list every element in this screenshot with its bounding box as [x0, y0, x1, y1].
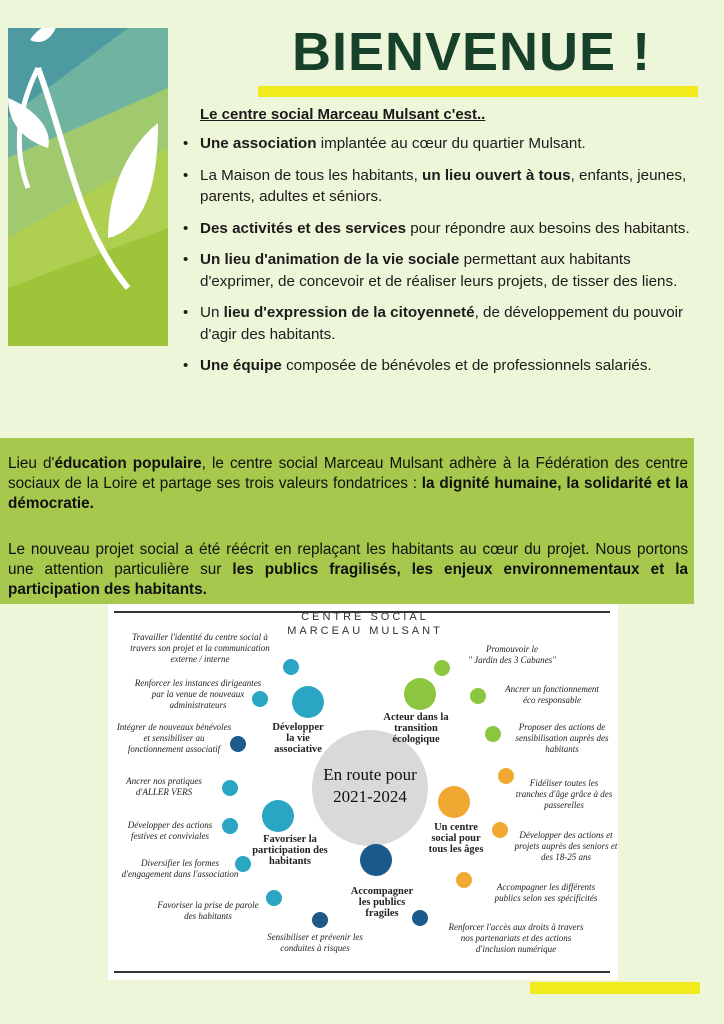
caption: Ancrer nos pratiques d'ALLER VERS — [126, 776, 202, 797]
item-bold: Une équipe — [200, 357, 282, 374]
caption: Accompagner les différents publics selon ses spécificités — [494, 882, 598, 903]
list-item — [183, 249, 697, 292]
caption: Diversifier les formes d'engagement dans l'association — [121, 858, 239, 879]
leaf-icon — [8, 28, 168, 346]
values-band — [0, 438, 694, 604]
footer-accent-bar — [530, 982, 700, 994]
feature-list — [183, 133, 697, 387]
caption: Proposer des actions de sensibilisation auprès des habitants — [515, 722, 609, 754]
item-bold: un lieu ouvert à tous — [422, 166, 571, 184]
item-bold: Des activités et des services — [200, 219, 407, 237]
action-dot — [498, 768, 514, 784]
page-title: BIENVENUE ! — [292, 22, 652, 82]
caption: Renforcer l'accès aux droits à travers nos partenariats et des actions d'inclusion numérique — [448, 922, 584, 954]
text-bold: éducation populaire — [54, 455, 202, 472]
caption: Ancrer un fonctionnement éco responsable — [505, 684, 599, 705]
caption: Fidéliser toutes les tranches d'âge grâce à des passerelles — [515, 778, 613, 810]
hub-label-ecology: Acteur dans la transition écologique — [383, 712, 449, 745]
hand-icon — [360, 844, 392, 876]
action-dot — [283, 659, 299, 675]
action-dot — [412, 910, 428, 926]
center-title-line2: 2021-2024 — [333, 787, 407, 806]
action-dot — [470, 688, 486, 704]
action-dot — [222, 818, 238, 834]
item-text: implantée au cœur du quartier Mulsant. — [316, 135, 586, 152]
list-item — [183, 302, 697, 345]
action-dot — [485, 726, 501, 742]
leaf-illustration — [8, 28, 168, 346]
text-bold: les publics fragilisés, les enjeux environnementaux et la participation des habitants. — [8, 561, 688, 598]
list-item — [183, 218, 697, 240]
text-span: Le nouveau projet social a été réécrit en replaçant les habitants au cœur du projet. Nous portons une attention particulière sur — [8, 541, 688, 578]
bullet-icon: • — [183, 251, 189, 268]
item-bold: Un lieu d'animation de la vie sociale — [200, 251, 460, 268]
bullet-icon: • — [183, 166, 189, 184]
caption: Sensibiliser et prévenir les conduites à risques — [267, 932, 363, 953]
action-dot — [266, 890, 282, 906]
family-icon — [438, 786, 470, 818]
action-dot — [230, 736, 246, 752]
bullet-icon: • — [183, 357, 189, 374]
bullet-icon: • — [183, 135, 189, 152]
caption: Renforcer les instances dirigeantes par la venue de nouveaux administrateurs — [134, 678, 262, 710]
item-text: permettant aux habitants d'exprimer, de concevoir et de réaliser leurs projets, de tisser des liens. — [200, 251, 678, 290]
hub-label-ages: Un centre social pour tous les âges — [428, 822, 484, 855]
item-text: composée de bénévoles et de professionnels salariés. — [281, 357, 652, 374]
list-item — [183, 165, 697, 208]
text-bold: la dignité humaine, la solidarité et la démocratie. — [8, 475, 688, 512]
caption: Développer des actions festives et conviviales — [127, 820, 213, 841]
group-icon — [292, 686, 324, 718]
project-paragraph — [8, 540, 688, 600]
item-text: pour répondre aux besoins des habitants. — [406, 219, 690, 237]
caption: Intégrer de nouveaux bénévoles et sensibiliser au fonctionnement associatif — [116, 722, 232, 754]
item-text: La Maison de tous les habitants, — [200, 166, 423, 184]
bullet-icon: • — [183, 304, 189, 321]
action-dot — [252, 691, 268, 707]
action-dot — [456, 872, 472, 888]
action-dot — [312, 912, 328, 928]
action-dot — [434, 660, 450, 676]
text-span: , le centre social Marceau Mulsant adhère à la Fédération des centre sociaux de la Loire et partage ses trois valeurs fondatrices : — [8, 455, 688, 492]
text-span: Lieu d' — [8, 455, 55, 472]
action-dot — [222, 780, 238, 796]
caption: Favoriser la prise de parole des habitants — [157, 900, 259, 921]
action-dot — [492, 822, 508, 838]
diagram-title-line2: MARCEAU MULSANT — [287, 625, 443, 637]
item-text: Un — [200, 304, 224, 321]
hub-label-participation: Favoriser la participation des habitants — [252, 834, 328, 867]
center-title-line1: En route pour — [323, 765, 417, 784]
hub-label-associative: Développer la vie associative — [272, 722, 324, 755]
intro-heading: Le centre social Marceau Mulsant c'est.. — [200, 106, 486, 123]
list-item — [183, 355, 697, 377]
caption: Promouvoir le " Jardin des 3 Cabanes" — [468, 644, 556, 665]
values-paragraph — [8, 454, 688, 514]
hub-label-fragile: Accompagner les publics fragiles — [350, 886, 414, 919]
title-underline-bar — [258, 86, 698, 97]
project-diagram — [108, 604, 618, 980]
plant-hands-icon — [404, 678, 436, 710]
diagram-title-line1: CENTRE SOCIAL — [301, 611, 429, 623]
diagram-svg — [108, 604, 618, 980]
caption: Travailler l'identité du centre social à travers son projet et la communication externe / interne — [130, 632, 270, 664]
item-bold: Une association — [200, 135, 317, 152]
people-icon — [262, 800, 294, 832]
bullet-icon: • — [183, 219, 189, 237]
item-text: , enfants, jeunes, parents, adultes et séniors. — [200, 166, 687, 205]
caption: Développer des actions et projets auprès des seniors et des 18-25 ans — [514, 830, 618, 862]
item-bold: lieu d'expression de la citoyenneté — [223, 304, 475, 321]
item-text: , de développement du pouvoir d'agir des habitants. — [200, 304, 684, 343]
list-item — [183, 133, 697, 155]
